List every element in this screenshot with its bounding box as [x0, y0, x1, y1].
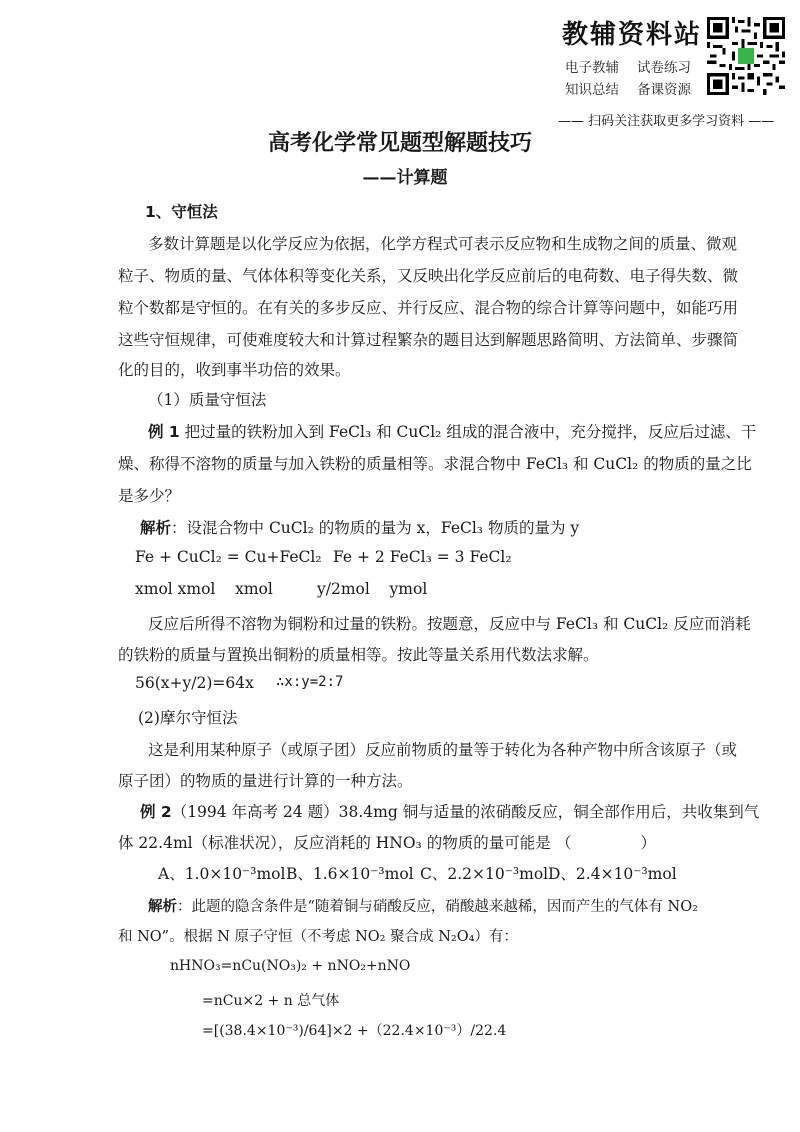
mol-row-right: y/2mol ymol	[317, 580, 428, 598]
mol-row-left: xmol xmol xmol	[135, 580, 273, 598]
answer-blank: （ ）	[556, 834, 656, 852]
example-1-text: 把过量的铁粉加入到 FeCl₃ 和 CuCl₂ 组成的混合液中，充分搅拌，反应后过滤、干	[184, 423, 757, 441]
header-link-resources[interactable]: 备课资源	[637, 82, 691, 98]
equation-fe-cucl2: Fe + CuCl₂ = Cu+FeCl₂	[135, 548, 322, 566]
intro-line-3: 粒个数都是守恒的。在有关的多步反应、并行反应、混合物的综合计算等问题中，如能巧用	[118, 299, 739, 317]
mole-explain-line-1: 这是利用某种原子（或原子团）反应前物质的量等于转化为各种产物中所含该原子（或	[148, 741, 738, 759]
analysis-2-text: ：此题的隐含条件是“随着铜与硝酸反应，硝酸越来越稀，因而产生的气体有 NO₂	[177, 899, 698, 915]
analysis-1-line	[140, 516, 579, 538]
subheading-mass-conservation: （1）质量守恒法	[148, 391, 267, 409]
calc-equation: 56(x+y/2)=64x	[135, 674, 254, 692]
example-2-label: 例 2	[140, 803, 172, 821]
example-1-first-line	[148, 420, 756, 442]
intro-line-4: 这些守恒规律，可使难度较大和计算过程繁杂的题目达到解题思路简明、方法简单、步骤简	[118, 331, 739, 349]
option-b: B、1.6×10⁻³mol	[286, 865, 414, 883]
analysis-2-line	[148, 895, 698, 916]
intro-line-2: 粒子、物质的量、气体体积等变化关系，又反映出化学反应前后的电荷数、电子得失数、微	[118, 267, 739, 285]
qr-code-icon[interactable]	[707, 17, 785, 95]
example-2-first-line	[140, 800, 759, 822]
reaction-explain-line-2: 的铁粉的质量与置换出铜粉的质量相等。按此等量关系用代数法求解。	[118, 646, 599, 664]
analysis-2-label: 解析	[148, 899, 177, 915]
analysis-2-line-2: 和 NO”。根据 N 原子守恒（不考虑 NO₂ 聚合成 N₂O₄）有：	[118, 929, 518, 945]
page-title: 高考化学常见题型解题技巧	[267, 131, 532, 156]
header-link-exercises[interactable]: 试卷练习	[637, 60, 691, 76]
section-heading-conservation: 1、守恒法	[145, 203, 218, 221]
example-2-line-2: 体 22.4ml（标准状况），反应消耗的 HNO₃ 的物质的量可能是	[118, 834, 551, 852]
example-1-label: 例 1	[148, 423, 180, 441]
formula-line-3: =[(38.4×10⁻³)/64]×2 +（22.4×10⁻³）/22.4	[202, 1023, 507, 1039]
example-1-line-2: 燥、称得不溶物的质量与加入铁粉的质量相等。求混合物中 FeCl₃ 和 CuCl₂ 的物质的量之比	[118, 455, 752, 473]
scan-qr-caption: —— 扫码关注获取更多学习资料 ——	[558, 114, 775, 129]
brand-title: 教辅资料站	[562, 20, 703, 50]
intro-line-1: 多数计算题是以化学反应为依据，化学方程式可表示反应物和生成物之间的质量、微观	[148, 235, 738, 253]
option-c: C、2.2×10⁻³mol	[420, 865, 549, 883]
analysis-1-text: ：设混合物中 CuCl₂ 的物质的量为 x，FeCl₃ 物质的量为 y	[171, 519, 580, 537]
formula-line-1: nHNO₃=nCu(NO₃)₂ + nNO₂+nNO	[170, 958, 411, 974]
example-2-text: （1994 年高考 24 题）38.4mg 铜与适量的浓硝酸反应，铜全部作用后，共收集到气	[171, 803, 760, 821]
header-link-summaries[interactable]: 知识总结	[565, 82, 619, 98]
intro-line-5: 化的目的，收到事半功倍的效果。	[118, 361, 351, 379]
subheading-mole-conservation: (2)摩尔守恒法	[138, 709, 238, 727]
example-1-line-3: 是多少？	[118, 487, 181, 505]
reaction-explain-line-1: 反应后所得不溶物为铜粉和过量的铁粉。按题意，反应中与 FeCl₃ 和 CuCl₂ 反应而消耗	[148, 615, 751, 633]
equation-fe-fecl3: Fe + 2 FeCl₃ = 3 FeCl₂	[333, 548, 512, 566]
header-link-e-books[interactable]: 电子教辅	[565, 60, 619, 76]
calc-result: ∴x:y=2:7	[276, 674, 344, 690]
page-subtitle: ——计算题	[362, 168, 448, 188]
analysis-1-label: 解析	[140, 519, 172, 537]
option-d: D、2.4×10⁻³mol	[548, 865, 677, 883]
formula-line-2: =nCu×2 + n 总气体	[202, 993, 340, 1009]
option-a: A、1.0×10⁻³mol	[158, 865, 286, 883]
mole-explain-line-2: 原子团）的物质的量进行计算的一种方法。	[118, 772, 413, 790]
